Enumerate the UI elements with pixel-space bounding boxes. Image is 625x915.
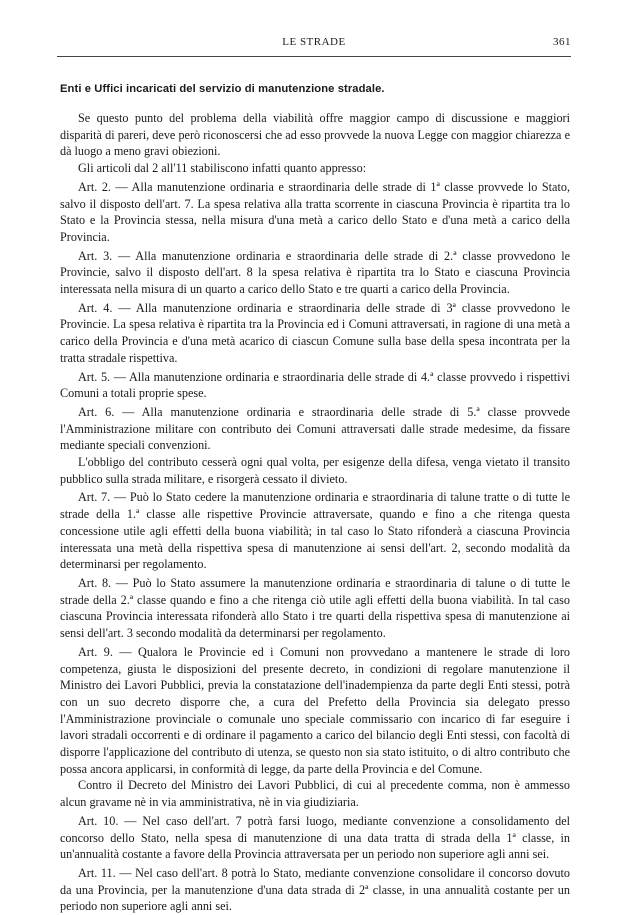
- paragraph-art-2: Art. 2. — Alla manutenzione ordinaria e straordinaria delle strade di 1ª classe provvede lo Stato, salvo il disposto dell'art. 7. La spesa relativa alla tratta scorrente in ciascuna Provincia è ripartita tra lo Stato e la Provincia stessa, nella misura d'una metà a carico dello Stato e d'una metà a carico della Provincia.: [60, 179, 570, 244]
- paragraph-intro-2: Gli articoli dal 2 all'11 stabiliscono infatti quanto appresso:: [78, 161, 367, 176]
- paragraph-art-7: Art. 7. — Può lo Stato cedere la manutenzione ordinaria e straordinaria di talune tratte o di tutte le strade della 1.ª classe alle rispettive Provincie attraversate, quando e fino a che ritenga questa concessione utile agli effetti della buona viabilità; in tal caso lo Stato rifonderà a ciascuna Provincia interessata una metà della rispettiva spesa di manutenzione ai sensi dell'art. 2, secondo modalità da determinarsi per regolamento.: [60, 490, 570, 572]
- paragraph-art-8: Art. 8. — Può lo Stato assumere la manutenzione ordinaria e straordinaria di talune o di tutte le strade della 2.ª classe quando e fino a che ritenga ciò utile agli effetti della buona viabilità. In tal caso ciascuna Provincia interessata rifonderà allo Stato i tre quarti della rispettiva spesa di manutenzione ai sensi dell'art. 3 secondo modalità da determinarsi per regolamento.: [60, 575, 570, 641]
- paragraph-art-3: Art. 3. — Alla manutenzione ordinaria e straordinaria delle strade di 2.ª classe provvedono le Provincie, salvo il disposto dell'art. 8 la spesa relativa è ripartita tra lo Stato e ciascuna Provincia interessata nella misura di un quarto a carico dello Stato e tre quarti a carico della Provincia.: [60, 248, 570, 297]
- page-number: 361: [553, 36, 571, 48]
- paragraph-art-9-b: Contro il Decreto del Ministro dei Lavori Pubblici, di cui al precedente comma, non è ammesso alcun gravame nè in via amministrativa, nè in via giudiziaria.: [60, 778, 570, 810]
- header-rule: [57, 56, 571, 57]
- paragraph-art-9: Art. 9. — Qualora le Provincie ed i Comuni non provvedano a mantenere le strade di loro competenza, giusta le disposizioni del presente decreto, in condizioni di regolare manutenzione il Ministro dei Lavori Pubblici, previa la constatazione dell'inadempienza da parte degli Enti stessi, potrà con un suo decreto disporre che, a cura del Prefetto della Provincia sia delegato presso l'Amministrazione provinciale o comunale uno speciale commissario con incarico di far eseguire i lavori stradali occorrenti e di ordinare il pagamento a carico del bilancio degli Enti stessi, con facoltà di disporre l'applicazione del contributo di utenza, se questo non sia stato istituito, o di altro contributo che possa ancora applicarsi, in conformità di legge, da parte della Provincia e del Comune.: [60, 644, 570, 776]
- paragraph-intro: Se questo punto del problema della viabilità offre maggior campo di discussione e maggiori disparità di pareri, deve però riconoscersi che ad esso provvede la nuova Legge con maggior chiarezza e dà luogo a meno gravi obiezioni.: [60, 111, 570, 159]
- running-header: [57, 36, 571, 52]
- paragraph-art-6: Art. 6. — Alla manutenzione ordinaria e straordinaria delle strade di 5.ª classe provvede l'Amministrazione militare con contributo dei Comuni attraversati dalle strade medesime, da fissare mediante speciali convenzioni.: [60, 404, 570, 453]
- paragraph-art-4: Art. 4. — Alla manutenzione ordinaria e straordinaria delle strade di 3ª classe provvedono le Provincie. La spesa relativa è ripartita tra la Provincia ed i Comuni attraversati, in ragione di una metà a carico della Provincia e d'una metà acarico di ciascun Comune sulla base della spesa incontrata per la tratta stradale rispettiva.: [60, 300, 570, 365]
- paragraph-art-5: Art. 5. — Alla manutenzione ordinaria e straordinaria delle strade di 4.ª classe provvedo i rispettivi Comuni a totali proprie spese.: [60, 369, 570, 401]
- paragraph-art-11: Art. 11. — Nel caso dell'art. 8 potrà lo Stato, mediante convenzione consolidare il concorso dovuto da una Provincia, per la manutenzione d'una data strada di 2ª classe, in una annualità costante per un periodo non superiore agli anni sei.: [60, 865, 570, 914]
- paragraph-art-10: Art. 10. — Nel caso dell'art. 7 potrà farsi luogo, mediante convenzione a consolidamento del concorso dello Stato, nella spesa di manutenzione di una data tratta di strada della 1ª classe, in un'annualità costante a favore della Provincia attraversata per un periodo non superiore agli anni sei.: [60, 813, 570, 862]
- section-title: Enti e Uffici incaricati del servizio di manutenzione stradale.: [60, 83, 385, 95]
- header-title: LE STRADE: [282, 36, 346, 48]
- body-text: [60, 110, 570, 915]
- paragraph-art-6-b: L'obbligo del contributo cesserà ogni qual volta, per esigenze della difesa, venga vietato il transito pubblico sulla strada militare, e risorgerà cessato il divieto.: [60, 455, 570, 486]
